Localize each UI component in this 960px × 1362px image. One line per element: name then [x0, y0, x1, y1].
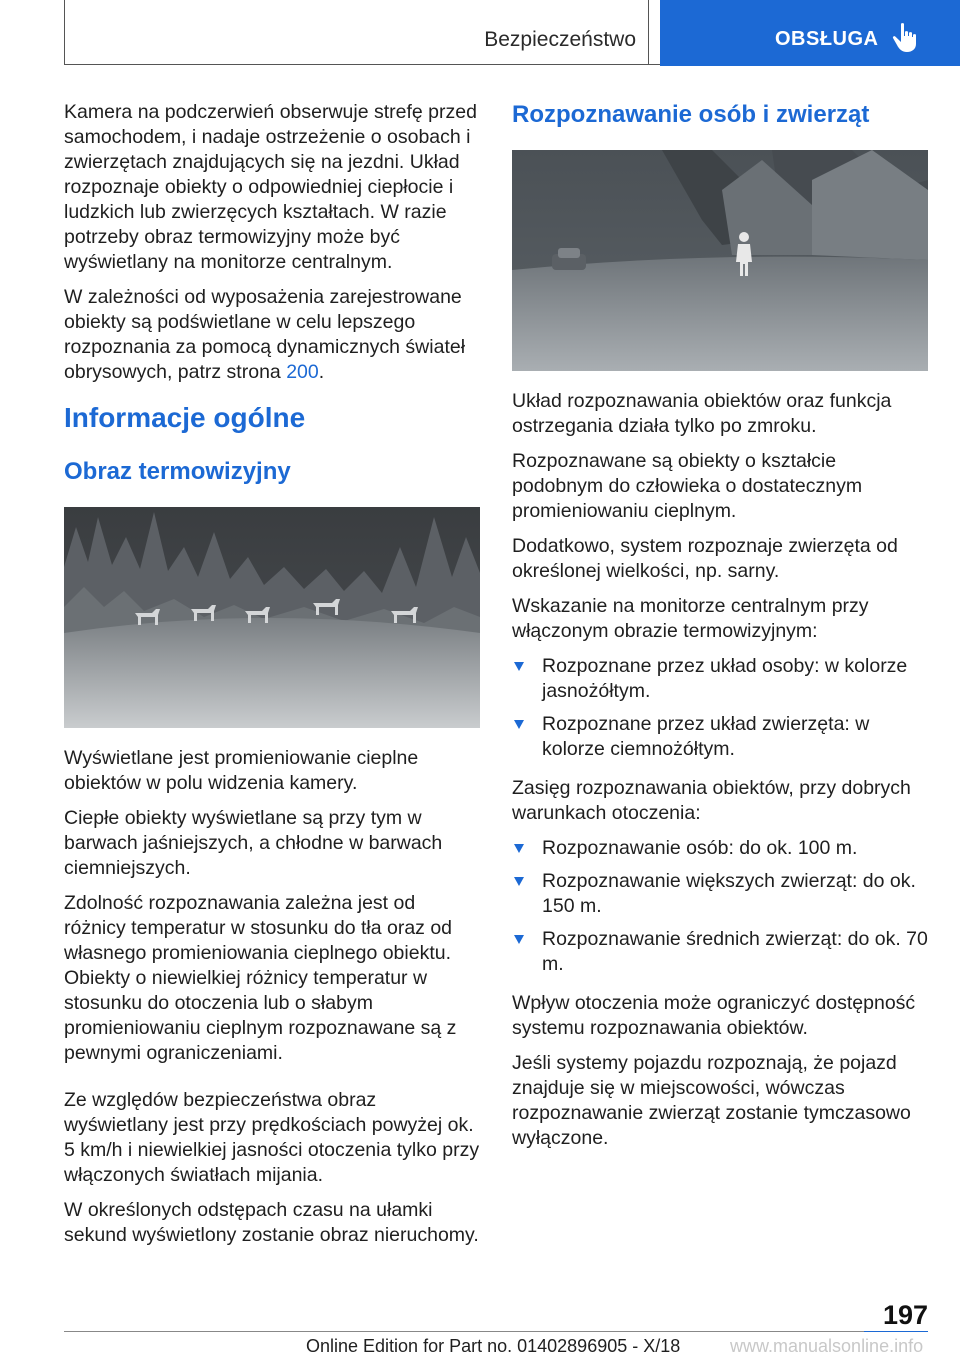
paragraph: W określonych odstępach czasu na ułamki sekund wyświetlony zostanie obraz nieruchomy.	[64, 1199, 479, 1246]
paragraph: Układ rozpoznawania obiektów oraz funkcja ostrzegania działa tylko po zmroku.	[512, 390, 892, 437]
footer-divider	[64, 1331, 864, 1332]
page-link[interactable]: 200	[286, 361, 319, 383]
paragraph: Wyświetlane jest promieniowanie cieplne obiektów w polu widzenia kamery.	[64, 747, 419, 794]
bullet-triangle-icon	[514, 844, 524, 853]
bullet-triangle-icon	[514, 662, 524, 671]
list-item: Rozpoznawanie większych zwierząt: do ok. 150 m.	[512, 869, 928, 919]
paragraph: Rozpoznawane są obiekty o kształcie podobnym do człowieka o dostatecznym promieniowaniu cieplnym.	[512, 450, 863, 522]
footer-edition: Online Edition for Part no. 01402896905 - X/18	[306, 1336, 681, 1356]
hand-pointer-icon	[892, 22, 920, 54]
paragraph: Ze względów bezpieczeństwa obraz wyświetlany jest przy prędkościach powyżej ok. 5 km/h i niewielkiej jasności otoczenia tylko przy włączonych światłach mijania.	[64, 1089, 480, 1186]
paragraph: Wpływ otoczenia może ograniczyć dostępność systemu rozpoznawania obiektów.	[512, 992, 916, 1039]
subsection-heading-thermal: Obraz termowizyjny	[64, 458, 291, 485]
header-divider-left	[64, 0, 65, 64]
list-item: Rozpoznawanie średnich zwierząt: do ok. 70 m.	[512, 927, 928, 977]
indicator-list	[512, 654, 928, 762]
paragraph: Zasięg rozpoznawania obiektów, przy dobrych warunkach otoczenia:	[512, 777, 911, 824]
paragraph: Dodatkowo, system rozpoznaje zwierzęta od określonej wielkości, np. sarny.	[512, 535, 898, 582]
thermal-image-animals	[64, 507, 480, 728]
page-number: 197	[882, 1300, 928, 1330]
list-item: Rozpoznane przez układ osoby: w kolorze jasnożółtym.	[512, 654, 928, 704]
left-column	[64, 100, 480, 1258]
bullet-triangle-icon	[514, 935, 524, 944]
header-divider-bottom	[64, 64, 660, 65]
bullet-triangle-icon	[514, 877, 524, 886]
intro-paragraph-2	[64, 285, 480, 385]
intro-paragraph: Kamera na podczerwień obserwuje strefę przed samochodem, i nadaje ostrzeżenie o osobach i zwierzętach znajdujących się na jezdni. Układ rozpoznaje obiekty o odpowiedniej ciepłocie i ludzkich lub zwierzęcych kształtach. W razie potrzeby obraz termowizyjny może być wyświetlany na monitorze centralnym.	[64, 101, 477, 273]
header-tab-label: OBSŁUGA	[775, 28, 879, 50]
header-tab-obsluga[interactable]	[660, 0, 960, 66]
header-section-title: Bezpieczeństwo	[484, 28, 636, 51]
header-divider-mid	[648, 0, 649, 64]
right-column	[512, 100, 928, 1161]
paragraph: Wskazanie na monitorze centralnym przy włączonym obrazie termowizyjnym:	[512, 595, 869, 642]
footer-watermark: www.manualsonline.info	[730, 1336, 924, 1356]
thermal-image-person	[512, 150, 928, 371]
paragraph: Ciepłe obiekty wyświetlane są przy tym w barwach jaśniejszych, a chłodne w barwach ciemniejszych.	[64, 807, 443, 879]
intro-text: W zależności od wyposażenia zarejestrowane obiekty są podświetlane w celu lepszego rozpoznania za pomocą dynamicznych świateł obrysowych, patrz strona	[64, 286, 466, 383]
section-heading-general: Informacje ogólne	[64, 402, 306, 433]
footer-divider-accent	[864, 1331, 928, 1332]
intro-text-end: .	[318, 361, 325, 383]
paragraph: Jeśli systemy pojazdu rozpoznają, że pojazd znajduje się w miejscowości, wówczas rozpoznawanie zwierząt zostanie tymczasowo wyłączone.	[512, 1052, 911, 1149]
range-list	[512, 836, 928, 977]
subsection-heading-detection: Rozpoznawanie osób i zwierząt	[512, 101, 870, 128]
list-item: Rozpoznawanie osób: do ok. 100 m.	[512, 836, 928, 861]
paragraph: Zdolność rozpoznawania zależna jest od różnicy temperatur w stosunku do tła oraz od własnego promieniowania cieplnego obiektu. Obiekty o niewielkiej różnicy temperatur w stosunku do otoczenia lub o słabym promieniowaniu cieplnym rozpoznawane są z pewnymi ograniczeniami.	[64, 892, 457, 1064]
list-item: Rozpoznane przez układ zwierzęta: w kolorze ciemnożółtym.	[512, 712, 928, 762]
bullet-triangle-icon	[514, 720, 524, 729]
